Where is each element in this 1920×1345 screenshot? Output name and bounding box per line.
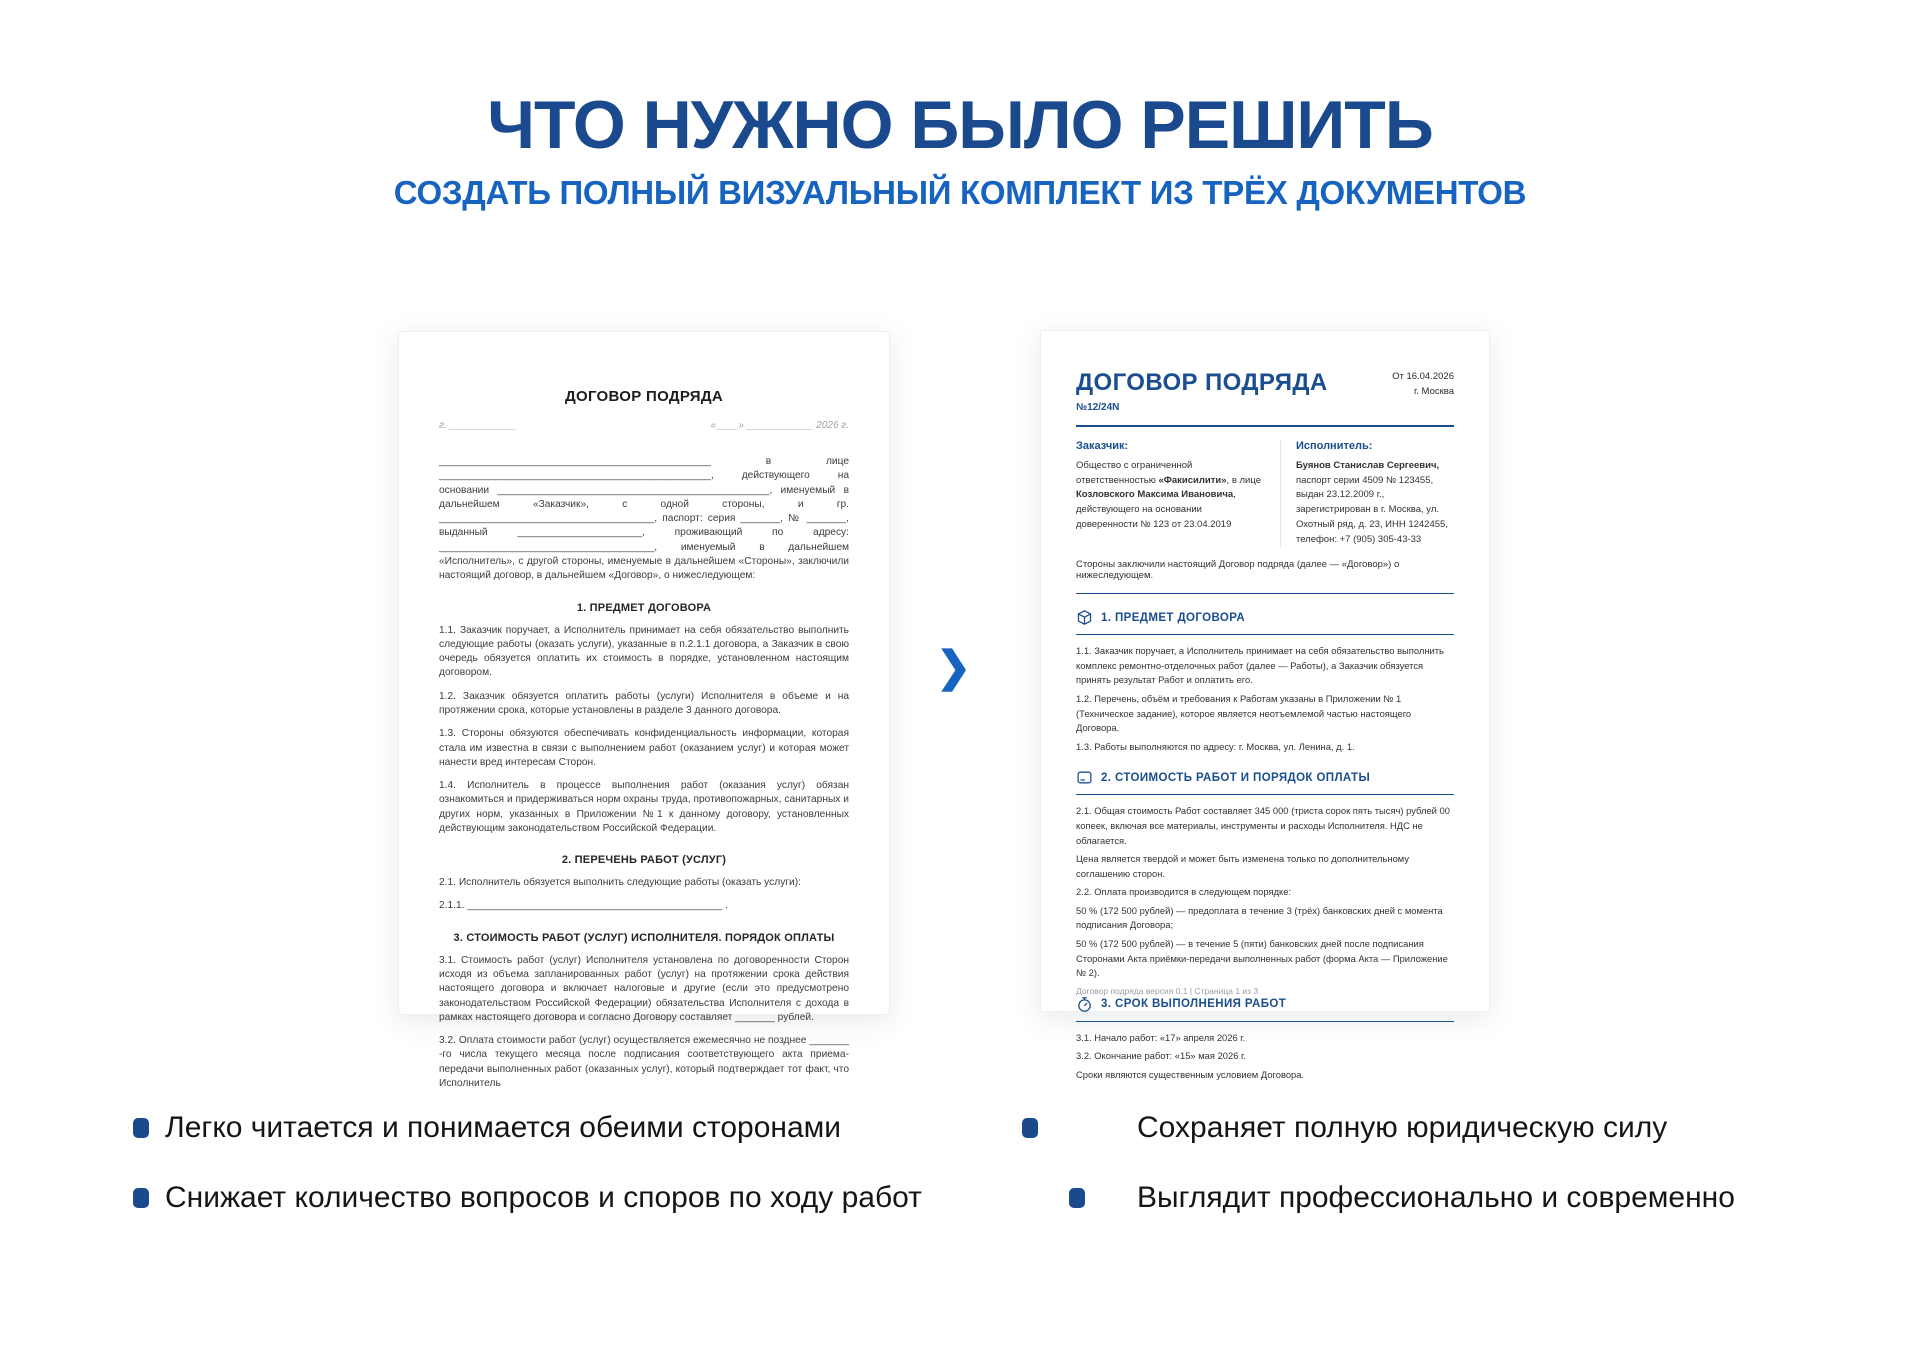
section-3-paragraph-2: 3.2. Окончание работ: «15» мая 2026 г. xyxy=(1076,1050,1246,1062)
old-doc-title: ДОГОВОР ПОДРЯДА xyxy=(565,388,723,405)
old-doc-paragraph-1-1: 1.1. Заказчик поручает, а Исполнитель принимает на себя обязательство выполнить следующие работы (оказать услуги), указанные в п.2.1.1 договора, а Заказчик в свою очередь обязуется оплатить их стоимость в порядке, установленном настоящим договором. xyxy=(439,624,849,679)
cube-icon xyxy=(1076,609,1093,626)
contractor-details: паспорт серии 4509 № 123455, выдан 23.12.2009 г., зарегистрирован в г. Москва, ул. Охотный ряд, д. 23, ИНН 1242455, xyxy=(1295,474,1448,530)
contractor-label: Исполнитель: xyxy=(1295,440,1373,452)
contractor-phone: телефон: +7 (905) 305-43-33 xyxy=(1295,533,1422,545)
benefit-item-4 xyxy=(1069,1178,1735,1218)
section-1-heading xyxy=(1076,609,1454,626)
section-2-paragraph-2: Цена является твердой и может быть изменена только по дополнительному соглашению сторон. xyxy=(1076,853,1410,879)
section-1-title: 1. ПРЕДМЕТ ДОГОВОРА xyxy=(1101,611,1246,624)
chevron-right-icon: ❯ xyxy=(936,643,972,690)
bullet-marker-icon xyxy=(133,1118,149,1138)
new-doc-preamble: Стороны заключили настоящий Договор подряда (далее — «Договор») о нижеследующем. xyxy=(1076,559,1400,582)
contractor-column xyxy=(1280,440,1454,547)
customer-text-pre: Общество с ограниченной ответственностью xyxy=(1076,460,1193,486)
new-doc-number: №12/24N xyxy=(1076,402,1120,413)
old-doc-paragraph-3-1: 3.1. Стоимость работ (услуг) Исполнителя установлена по договоренности Сторон исходя из объема запланированных работ (услуг) на протяжении срока действия настоящего договора и включает налоговые и другие (если это предусмотрено законодательством Российской Федерации) обязательства Исполнителя с дохода в рамках настоящего договора и согласно Договору составляет _______ рублей. xyxy=(439,954,849,1023)
customer-company: «Факисилити» xyxy=(1158,474,1227,486)
page-title: ЧТО НУЖНО БЫЛО РЕШИТЬ xyxy=(487,87,1433,163)
preamble-divider xyxy=(1076,593,1454,594)
new-doc-header xyxy=(1076,369,1454,413)
customer-text-post: , действующего на основании доверенности № 123 от 23.04.2019 xyxy=(1076,489,1236,530)
benefit-2-text: Снижает количество вопросов и споров по ходу работ xyxy=(165,1181,922,1214)
customer-column xyxy=(1076,440,1264,547)
customer-text xyxy=(1076,459,1264,533)
new-doc-footer: Договор подряда версия 0.1 | Страница 1 из 3 xyxy=(1076,986,1259,996)
section-3-divider xyxy=(1076,1021,1454,1022)
old-doc-paragraph-1-2: 1.2. Заказчик обязуется оплатить работы (услуги) Исполнителя в объеме и на протяжении срока, которые установлены в разделе 3 данного договора. xyxy=(439,690,849,716)
page-subtitle: СОЗДАТЬ ПОЛНЫЙ ВИЗУАЛЬНЫЙ КОМПЛЕКТ ИЗ ТРЁХ ДОКУМЕНТОВ xyxy=(393,174,1527,211)
benefit-item-1 xyxy=(133,1108,841,1148)
timer-icon xyxy=(1076,996,1093,1013)
section-2-paragraph-5: 50 % (172 500 рублей) — в течение 5 (пяти) банковских дней после подписания Сторонами Акта приёмки-передачи выполненных работ (форма Акта — Приложение № 2). xyxy=(1076,937,1448,979)
benefit-item-3 xyxy=(1022,1108,1667,1148)
parties-block xyxy=(1076,440,1454,547)
payment-card-icon xyxy=(1076,769,1093,786)
section-1-paragraph-2: 1.2. Перечень, объём и требования к Работам указаны в Приложении № 1 (Техническое задание), которое является неотъемлемой частью настоящего Договора. xyxy=(1076,693,1412,734)
benefit-4-text: Выглядит профессионально и современно xyxy=(1137,1181,1735,1214)
section-3-paragraph-3: Сроки являются существенным условием Договора. xyxy=(1076,1068,1305,1080)
header-divider xyxy=(1076,425,1454,427)
section-2-paragraph-3: 2.2. Оплата производится в следующем порядке: xyxy=(1076,886,1292,898)
old-doc-intro: ________________________________________________ в лице ________________________________________________, действующего на основании ________________________________________________, именуемый в дальнейшем «Заказчик», с одной стороны, и гр. ______________________________________, паспорт: серия _______, № _______, выданный ______________________, проживающий по адресу: ______________________________________, именуемый в дальнейшем «Исполнитель», с другой стороны, именуемые в дальнейшем «Стороны», заключили настоящий договор, в дальнейшем «Договор», о нижеследующем: xyxy=(439,456,849,582)
new-doc-date-city xyxy=(1392,369,1454,399)
old-doc-paragraph-1-3: 1.3. Стороны обязуются обеспечивать конфиденциальность информации, которая стала им известна в связи с выполнением работ (оказанием услуг) и которая может нанести вред интересам Сторон. xyxy=(439,728,849,768)
contractor-text xyxy=(1296,459,1454,547)
section-2-divider xyxy=(1076,794,1454,795)
old-doc-section-2-title: 2. ПЕРЕЧЕНЬ РАБОТ (УСЛУГ) xyxy=(561,854,727,867)
new-doc-section-1 xyxy=(1076,609,1454,754)
old-doc-section-1-title: 1. ПРЕДМЕТ ДОГОВОРА xyxy=(576,601,712,614)
section-3-paragraph-1: 3.1. Начало работ: «17» апреля 2026 г. xyxy=(1076,1031,1246,1043)
section-2-paragraph-1: 2.1. Общая стоимость Работ составляет 345 000 (триста сорок пять тысяч) рублей 00 копеек, включая все материалы, инструменты и расходы Исполнителя. НДС не облагается. xyxy=(1076,805,1450,846)
section-3-heading xyxy=(1076,996,1454,1013)
new-contract-document xyxy=(1040,330,1490,1080)
customer-representative: Козловского Максима Ивановича xyxy=(1076,489,1234,501)
section-3-title: 3. СРОК ВЫПОЛНЕНИЯ РАБОТ xyxy=(1101,998,1287,1011)
new-doc-section-2 xyxy=(1076,769,1454,980)
bullet-marker-icon xyxy=(1022,1118,1038,1138)
old-doc-body xyxy=(439,455,849,1091)
old-doc-paragraph-2-1: 2.1. Исполнитель обязуется выполнить следующие работы (оказать услуги): xyxy=(439,877,801,889)
new-doc-section-3 xyxy=(1076,996,1454,1083)
benefit-3-text: Сохраняет полную юридическую силу xyxy=(1137,1111,1668,1144)
section-2-title: 2. СТОИМОСТЬ РАБОТ И ПОРЯДОК ОПЛАТЫ xyxy=(1101,771,1371,784)
customer-text-mid: , в лице xyxy=(1226,474,1261,486)
old-doc-place-date xyxy=(439,420,849,431)
section-1-paragraph-1: 1.1. Заказчик поручает, а Исполнитель принимает на себя обязательство выполнить комплекс ремонтно-отделочных работ (далее — Работы), а Заказчик обязуется принять результат Работ и оплатить его. xyxy=(1076,645,1444,686)
section-1-divider xyxy=(1076,634,1454,635)
new-doc-city: г. Москва xyxy=(1413,386,1454,398)
old-doc-paragraph-1-4: 1.4. Исполнитель в процессе выполнения работ (оказания услуг) обязан ознакомиться и придерживаться норм охраны труда, противопожарных, санитарных и других норм, указанных в Приложении №1 к данному договору, установленных действующим законодательством Российской Федерации. xyxy=(439,780,849,834)
section-2-heading xyxy=(1076,769,1454,786)
bullet-marker-icon xyxy=(1069,1188,1085,1208)
old-doc-paragraph-2-1-1: 2.1.1. _____________________________________________ . xyxy=(439,900,728,912)
new-doc-title: ДОГОВОР ПОДРЯДА xyxy=(1076,369,1328,396)
benefit-item-2 xyxy=(133,1178,922,1218)
bullet-marker-icon xyxy=(133,1188,149,1208)
old-doc-place-blank: г. ____________ xyxy=(439,420,517,431)
old-doc-paragraph-3-2: 3.2. Оплата стоимости работ (услуг) осуществляется ежемесячно не позднее _______ -го числа текущего месяца после подписания соответствующего акта приема-передачи выполненных работ (оказанных услуг), который подтверждает тот факт, что Исполнитель xyxy=(439,1035,849,1089)
section-2-paragraph-4: 50 % (172 500 рублей) — предоплата в течение 3 (трёх) банковских дней с момента подписания Договора; xyxy=(1076,904,1443,931)
old-contract-document xyxy=(398,331,890,1089)
section-1-paragraph-3: 1.3. Работы выполняются по адресу: г. Москва, ул. Ленина, д. 1. xyxy=(1076,740,1355,752)
benefit-1-text: Легко читается и понимается обеими сторонами xyxy=(165,1111,842,1144)
old-doc-section-3-title: 3. СТОИМОСТЬ РАБОТ (УСЛУГ) ИСПОЛНИТЕЛЯ. ПОРЯДОК ОПЛАТЫ xyxy=(453,931,835,944)
contractor-name: Буянов Станислав Сергеевич, xyxy=(1295,460,1440,471)
new-doc-date: От 16.04.2026 xyxy=(1392,371,1454,382)
old-doc-date-blank: «____» ____________ 2026 г. xyxy=(710,420,849,431)
customer-label: Заказчик: xyxy=(1076,440,1129,452)
